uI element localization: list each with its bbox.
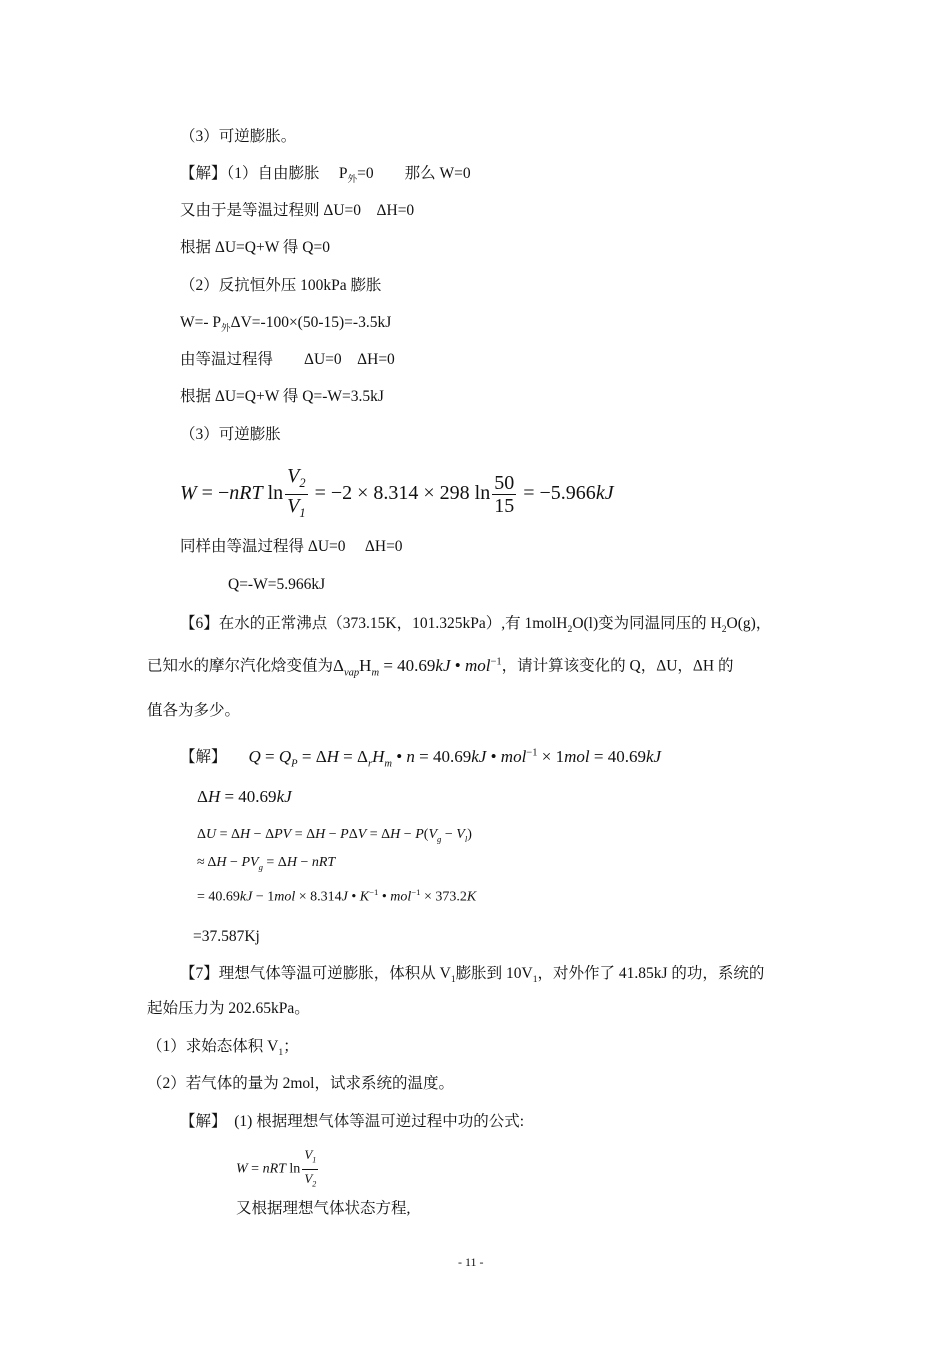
solution-7: 【解】 (1) 根据理想气体等温可逆过程中功的公式: (180, 1113, 525, 1130)
text-line: 由等温过程得 ΔU=0 ΔH=0 (180, 351, 395, 368)
text-line: 根据 ΔU=Q+W 得 Q=-W=3.5kJ (180, 388, 384, 405)
equation-dh: ΔH = 40.69kJ (197, 787, 292, 806)
problem-6-line2: 已知水的摩尔汽化焓变值为$\Delta_{vap}H_m = 40.69kJ$ • mol$^{-1}$，请计算该变化的 Q，ΔU，ΔH 的 (147, 655, 734, 679)
page-number: - 11 - (458, 1255, 484, 1269)
text-line: 值各为多少。 (147, 702, 241, 719)
text-line: 【解】（1）自由膨胀 $P_外=0$ 那么 W=0 (180, 165, 471, 186)
question-2: （2）若气体的量为 2mol，试求系统的温度。 (147, 1075, 454, 1092)
solution-6: 【解】 $Q = Q_P = \Delta H = \Delta_rH_m$ • n = 40.69kJ • mol$^{-1}$ × 1mol = 40.69kJ (180, 746, 662, 770)
equation-du-1: $\Delta U = \Delta H - \Delta PV = \Delta H - P\Delta V = \Delta H - P(V_g - V_l)$ (197, 827, 472, 844)
problem-6: 【6】在水的正常沸点（373.15K，101.325kPa）,有 1molH$_2$O(l)变为同温同压的 $H_2O(g)$， (180, 615, 772, 636)
text-line: 同样由等温过程得 ΔU=0 ΔH=0 (180, 538, 403, 555)
text-line: Q=-W=5.966kJ (228, 576, 326, 593)
text-line: 根据 ΔU=Q+W 得 Q=0 (180, 239, 330, 256)
text-line: 又由于是等温过程则 ΔU=0 ΔH=0 (180, 202, 415, 219)
equation-w-formula: W = nRT ln $\frac{V_1}{V_2}$ (236, 1147, 317, 1189)
result: =37.587Kj (193, 928, 260, 945)
equation-du-3: = 40.69kJ − 1mol × 8.314J • $K^{-1}$ • mol$^{-1}$ × 373.2K (197, 887, 477, 905)
text-line: （2）反抗恒外压 100kPa 膨胀 (180, 277, 382, 294)
question-1: （1）求始态体积 $V_1$； (147, 1038, 299, 1059)
equation-work: W = −nRT ln $\frac{V_2}{V_1}$ = −2 × 8.314 × 298 ln $\frac{50}{15}$ = −5.966kJ (180, 465, 614, 520)
text-line: 又根据理想气体状态方程, (236, 1200, 411, 1217)
problem-7: 【7】理想气体等温可逆膨胀，体积从 $V_1$膨胀到 $10V_1$，对外作了 41.85kJ 的功，系统的 (180, 965, 765, 986)
text-line: （3）可逆膨胀 (180, 426, 281, 443)
text-line: （3）可逆膨胀。 (180, 128, 297, 145)
equation-du-2: ≈ $\Delta H - PV_g = \Delta H$ − nRT (197, 855, 336, 872)
text-line: 起始压力为 202.65kPa。 (147, 1000, 310, 1017)
text-line: W=- $P_外\Delta V=-100\times(50-15)=-3.5kJ$ (180, 314, 392, 335)
